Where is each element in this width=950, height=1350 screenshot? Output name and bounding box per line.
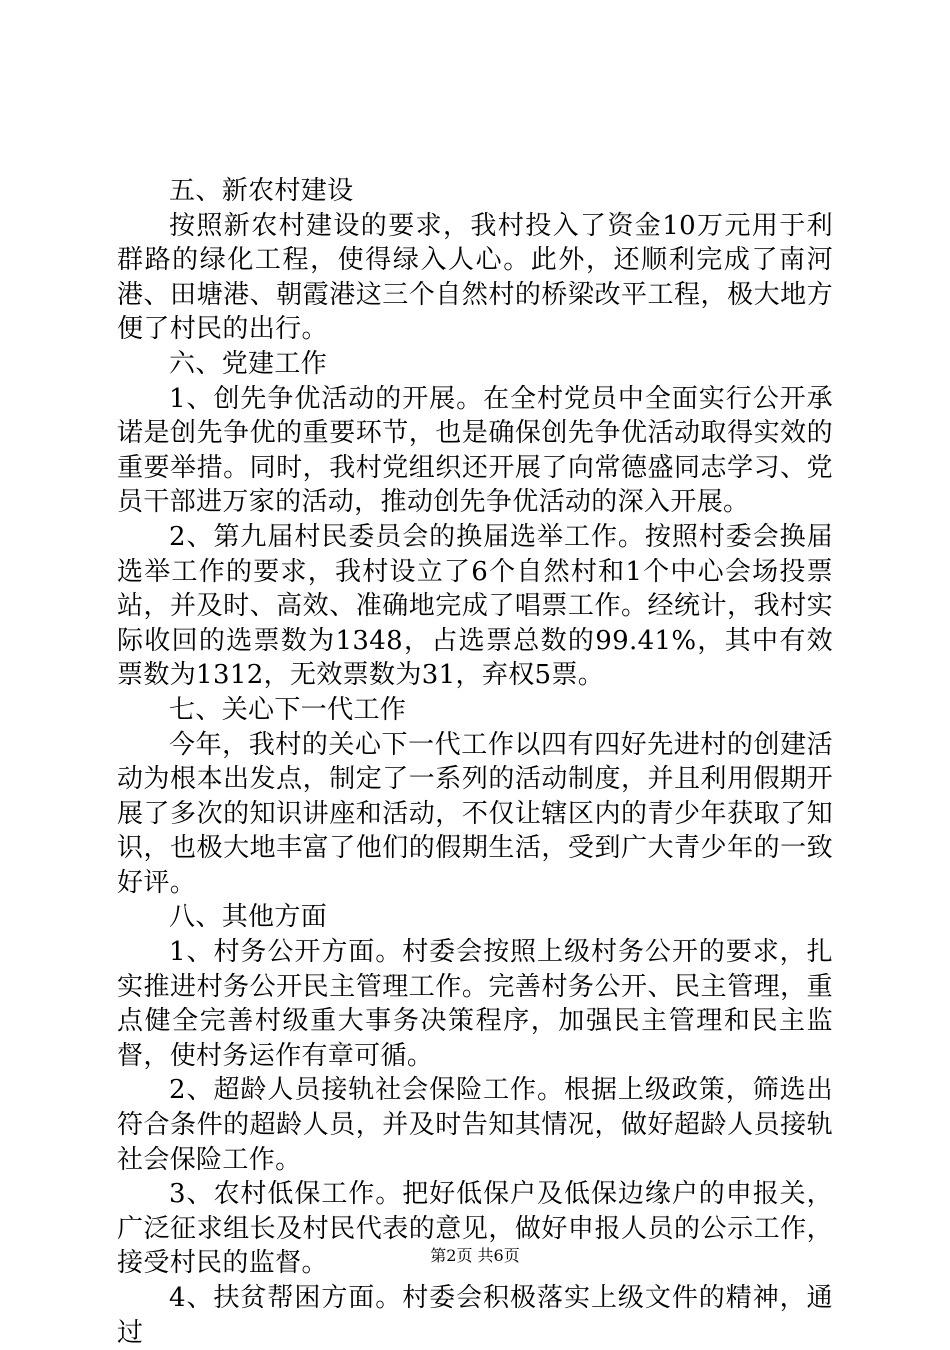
page-footer — [0, 1246, 950, 1266]
paragraph: 2、超龄人员接轨社会保险工作。根据上级政策，筛选出符合条件的超龄人员，并及时告知其情况，做好超龄人员接轨社会保险工作。 — [117, 1075, 833, 1175]
paragraph: 今年，我村的关心下一代工作以四有四好先进村的创建活动为根本出发点，制定了一系列的活动制度，并且利用假期开展了多次的知识讲座和活动，不仅让辖区内的青少年获取了知识，也极大地丰富了他们的假期生活，受到广大青少年的一致好评。 — [117, 729, 833, 898]
paragraph: 3、农村低保工作。把好低保户及低保边缘户的申报关，广泛征求组长及村民代表的意见，做好申报人员的公示工作，接受村民的监督。 — [117, 1179, 833, 1279]
paragraph: 按照新农村建设的要求，我村投入了资金10万元用于利群路的绿化工程，使得绿入人心。此外，还顺利完成了南河港、田塘港、朝霞港这三个自然村的桥梁改平工程，极大地方便了村民的出行。 — [117, 210, 833, 345]
document-body — [117, 174, 833, 1350]
section-heading: 七、关心下一代工作 — [169, 694, 407, 725]
paragraph: 1、创先争优活动的开展。在全村党员中全面实行公开承诺是创先争优的重要环节，也是确保创先争优活动取得实效的重要举措。同时，我村党组织还开展了向常德盛同志学习、党员干部进万家的活动，推动创先争优活动的深入开展。 — [117, 383, 833, 518]
page-number: 第2页 共6页 — [430, 1246, 520, 1265]
section-heading: 五、新农村建设 — [169, 176, 354, 206]
section-heading: 六、党建工作 — [169, 348, 328, 379]
paragraph: 1、村务公开方面。村委会按照上级村务公开的要求，扎实推进村务公开民主管理工作。完善村务公开、民主管理，重点健全完善村级重大事务决策程序，加强民主管理和民主监督，使村务运作有章可循。 — [117, 937, 833, 1071]
paragraph: 4、扶贫帮困方面。村委会积极落实上级文件的精神，通过 — [117, 1283, 833, 1348]
paragraph: 2、第九届村民委员会的换届选举工作。按照村委会换届选举工作的要求，我村设立了6个自然村和1个中心会场投票站，并及时、高效、准确地完成了唱票工作。经统计，我村实际收回的选票数为1348，占选票总数的99.41%，其中有效票数为1312，无效票数为31，弃权5票。 — [117, 521, 833, 691]
section-heading: 八、其他方面 — [169, 902, 328, 933]
